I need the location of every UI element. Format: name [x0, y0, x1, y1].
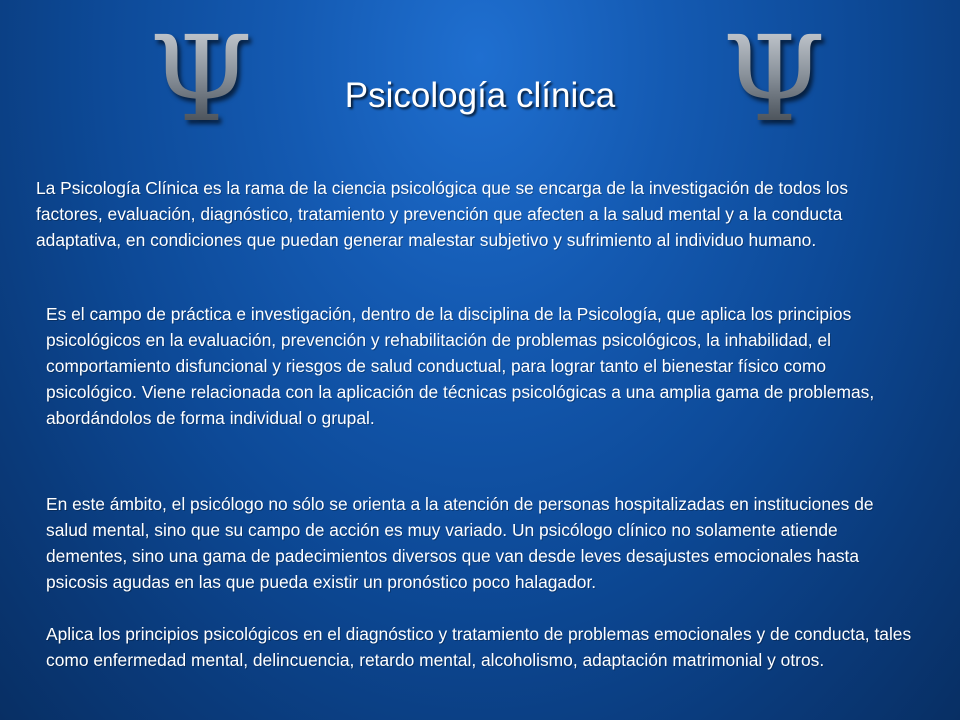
- psi-icon: Ψ: [719, 24, 829, 134]
- psi-icon: Ψ: [146, 24, 256, 134]
- paragraph-scope: En este ámbito, el psicólogo no sólo se orienta a la atención de personas hospitalizadas en instituciones de salud mental, sino que su campo de acción es muy variado. Un psicólogo clínico no solamente atiende dementes, sino una gama de padecimientos diversos que van desde leves desajustes emocionales hasta psicosis agudas en las que pueda existir un pronóstico poco halagador.: [46, 494, 874, 592]
- paragraph-field-of-practice: Es el campo de práctica e investigación, dentro de la disciplina de la Psicología, que aplica los principios psicológicos en la evaluación, prevención y rehabilitación de problemas psicológicos, la inhabilidad, el comportamiento disfuncional y riesgos de salud conductual, para lograr tanto el bienestar físico como psicológico. Viene relacionada con la aplicación de técnicas psicológicas a una amplia gama de problemas, abordándolos de forma individual o grupal.: [46, 304, 875, 428]
- paragraph-definition: La Psicología Clínica es la rama de la ciencia psicológica que se encarga de la investigación de todos los factores, evaluación, diagnóstico, tratamiento y prevención que afecten a la salud mental y a la conducta adaptativa, en condiciones que puedan generar malestar subjetivo y sufrimiento al individuo humano.: [36, 178, 849, 250]
- slide-title: Psicología clínica: [344, 76, 616, 115]
- paragraph-applications: Aplica los principios psicológicos en el diagnóstico y tratamiento de problemas emocionales y de conducta, tales como enfermedad mental, delincuencia, retardo mental, alcoholismo, adaptación matrimonial y otros.: [46, 624, 912, 670]
